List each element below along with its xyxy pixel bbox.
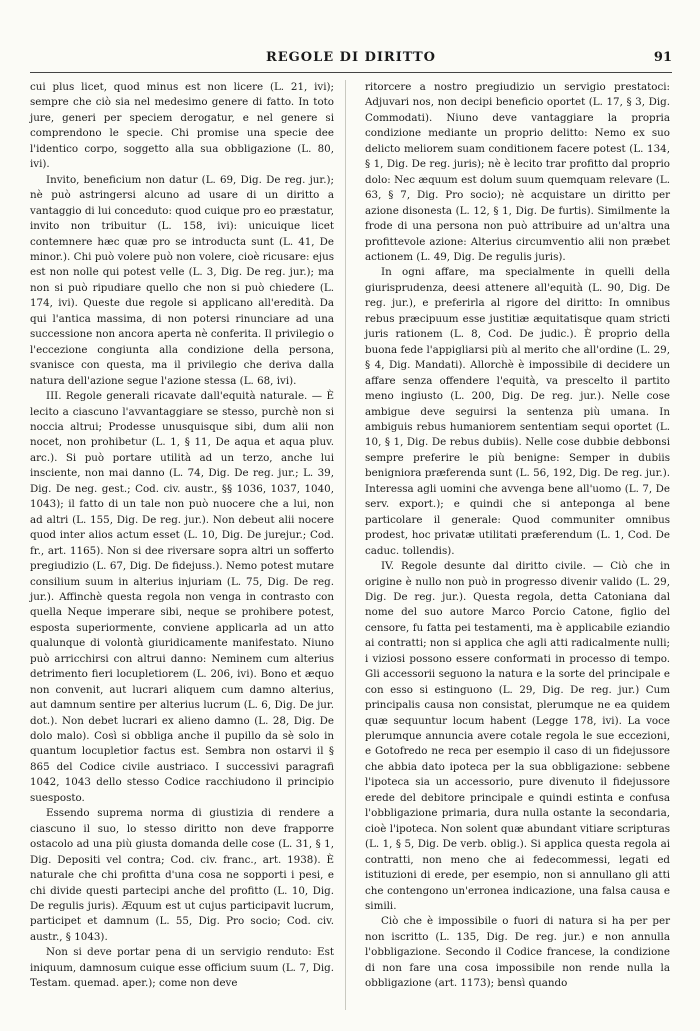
paragraph: III. Regole generali ricavate dall'equità naturale. — È lecito a ciascuno l'avvantaggiare se stesso, purchè non si noccia altrui; Prodesse unusquisque sibi, dum alii non nocet, non prohibetur (L. 1, § 11, De aqua et aqua pluv. arc.). Si può portare utilità ad un terzo, anche lui insciente, non mai danno (L. 74, Dig. De reg. jur.; L. 39, Dig. De neg. gest.; Cod. civ. austr., §§ 1036, 1037, 1040, 1043); il fatto di un tale non può nuocere che a lui, non ad altri (L. 155, Dig. De reg. jur.). Non debeut alii nocere quod inter alios actum esset (L. 10, Dig. De jurejur.; Cod. fr., art. 1165). Non si dee riversare sopra altri un sofferto pregiudizio (L. 67, Dig. De fidejuss.). Nemo potest mutare consilium suum in alterius injuriam (L. 75, Dig. De reg. jur.). Affinchè questa regola non venga in contrasto con quella Neque imperare sibi, neque se prohibere potest, esposta superiormente, conviene applicarla ad un atto qualunque di volontà giuridicamente manifestato. Niuno può arricchirsi con altrui danno: Neminem cum alterius detrimento fieri locupletiorem (L. 206, ivi). Bono et æquo non convenit, aut lucrari aliquem cum damno alterius, aut damnum sentire per alterius lucrum (L. 6, Dig. De jur. dot.). Non debet lucrari ex alieno damno (L. 28, Dig. De dolo malo). Così si obbliga anche il pupillo da sè solo in quantum locupletior factus est. Sembra non ostarvi il § 865 del Codice civile austriaco. I successivi paragrafi 1042, 1043 dello stesso Codice racchiudono il principio suesposto.	[30, 390, 334, 804]
paragraph: Essendo suprema norma di giustizia di rendere a ciascuno il suo, lo stesso diritto non deve frapporre ostacolo ad una più giusta domanda delle cose (L. 31, § 1, Dig. Depositi vel contra; Cod. civ. franc., art. 1938). È naturale che chi profitta d'una cosa ne sopporti i pesi, e chi divide questi partecipi anche del profitto (L. 10, Dig. De regulis juris). Æquum est ut cujus participavit lucrum, participet et damnum (L. 55, Dig. Pro socio; Cod. civ. austr., § 1043).	[30, 807, 334, 943]
paragraph: IV. Regole desunte dal diritto civile. — Ciò che in origine è nullo non può in progresso divenir valido (L. 29, Dig. De reg. jur.). Questa regola, detta Catoniana dal nome del suo autore Marco Porcio Catone, figlio del censore, fu fatta pei testamenti, ma è applicabile eziandio ai contratti; non si applica che agli atti radicalmente nulli; i viziosi possono essere conformati in processo di tempo. Gli accessorii seguono la natura e la sorte del principale e con esso si estinguono (L. 29, Dig. De reg. jur.) Cum principalis causa non consistat, plerumque ne ea quidem quæ sequuntur locum habent (Legge 178, ivi). La voce plerumque annuncia avere cotale regola le sue eccezioni, e Gotofredo ne reca per esempio il caso di un fidejussore che abbia dato ipoteca per la sua obbligazione: sebbene l'ipoteca sia un accessorio, pure divenuto il fidejussore erede del debitore principale e quindi estinta e confusa l'obbligazione primaria, dura nulla ostante la secondaria, cioè l'ipoteca. Non solent quæ abundant vitiare scripturas (L. 1, § 5, Dig. De verb. oblig.). Si applica questa regola ai contratti, non meno che ai fedecommessi, legati ed istituzioni di erede, per esempio, non si annullano gli atti che contengono un'erronea indicazione, una falsa causa e simili.	[365, 560, 670, 913]
paragraph: Invito, beneficium non datur (L. 69, Dig. De reg. jur.); nè può astringersi alcuno ad usare di un diritto a vantaggio di lui conceduto: quod cuique pro eo præstatur, invito non tribuitur (L. 158, ivi): unicuique licet contemnere hæc quæ pro se introducta sunt (L. 41, De minor.). Chi può volere può non volere, cioè ricusare: ejus est non nolle qui potest velle (L. 3, Dig. De reg. jur.); ma non si può ripudiare quello che non si può chiedere (L. 174, ivi). Queste due regole si applicano all'eredità. Da qui l'antica massima, di non potersi rinunciare ad una successione non ancora aperta nè conferita. Il privilegio o l'eccezione congiunta alla condizione della persona, svanisce con questa, ma il privilegio che deriva dalla natura dell'azione segue l'azione stessa (L. 68, ivi).	[30, 173, 334, 387]
paragraph: Non si deve portar pena di un servigio renduto: Est iniquum, damnosum cuique esse officium suum (L. 7, Dig. Testam. quemad. aper.); come non deve	[30, 946, 334, 990]
left-column	[30, 80, 334, 992]
right-column	[365, 80, 670, 992]
column-divider	[345, 80, 346, 1010]
paragraph: ritorcere a nostro pregiudizio un servigio prestatoci: Adjuvari nos, non decipi beneficio oportet (L. 17, § 3, Dig. Commodati). Niuno deve vantaggiare la propria condizione mediante un proprio delitto: Nemo ex suo delicto meliorem suam conditionem facere potest (L. 134, § 1, Dig. De reg. juris); nè è lecito trar profitto dal proprio dolo: Nec æquum est dolum suum quemquam relevare (L. 63, § 7, Dig. Pro socio); nè acquistare un diritto per azione disonesta (L. 12, § 1, Dig. De furtis). Similmente la frode di una persona non può attribuire ad un'altra una profittevole azione: Alterius circumventio alii non præbet actionem (L. 49, Dig. De regulis juris).	[365, 81, 670, 263]
paragraph: Ciò che è impossibile o fuori di natura si ha per per non iscritto (L. 135, Dig. De reg. jur.) e non annulla l'obbligazione. Secondo il Codice francese, la condizione di non fare una cosa impossibile non rende nulla la obbligazione (art. 1173); bensì quando	[365, 915, 670, 990]
header-rule	[30, 72, 672, 73]
running-title: REGOLE DI DIRITTO	[265, 50, 437, 65]
page-number: 91	[653, 50, 672, 65]
paragraph: In ogni affare, ma specialmente in quelli della giurisprudenza, deesi attenere all'equità (L. 90, Dig. De reg. jur.), e preferirla al rigore del diritto: In omnibus rebus præcipuum esse justitiæ æquitatisque quam stricti juris rationem (L. 8, Cod. De judic.). È proprio della buona fede l'appigliarsi più al merito che all'ordine (L. 29, § 4, Dig. Mandati). Allorchè è impossibile di decidere un affare senza offendere l'equità, va prescelto il partito meno ingiusto (L. 200, Dig. De reg. jur.). Nelle cose ambigue deve seguirsi la sentenza più umana. In ambiguis rebus humaniorem sententiam sequi oportet (L. 10, § 1, Dig. De rebus dubiis). Nelle cose dubbie debbonsi sempre preferire le più benigne: Semper in dubiis benigniora præferenda sunt (L. 56, 192, Dig. De reg. jur.). Interessa agli uomini che avvenga bene all'uomo (L. 7, De serv. export.); e quindi che si anteponga al bene particolare il generale: Quod communiter omnibus prodest, hoc privatæ utilitati præferendum (L. 1, Cod. De caduc. tollendis).	[365, 266, 670, 557]
page-header	[30, 50, 672, 72]
paragraph: cui plus licet, quod minus est non licere (L. 21, ivi); sempre che ciò sia nel medesimo genere di fatto. In toto jure, generi per speciem derogatur, e nel genere si comprendono le specie. Chi promise una specie dee l'identico corpo, soggetto alla sua obbligazione (L. 80, ivi).	[30, 81, 334, 171]
